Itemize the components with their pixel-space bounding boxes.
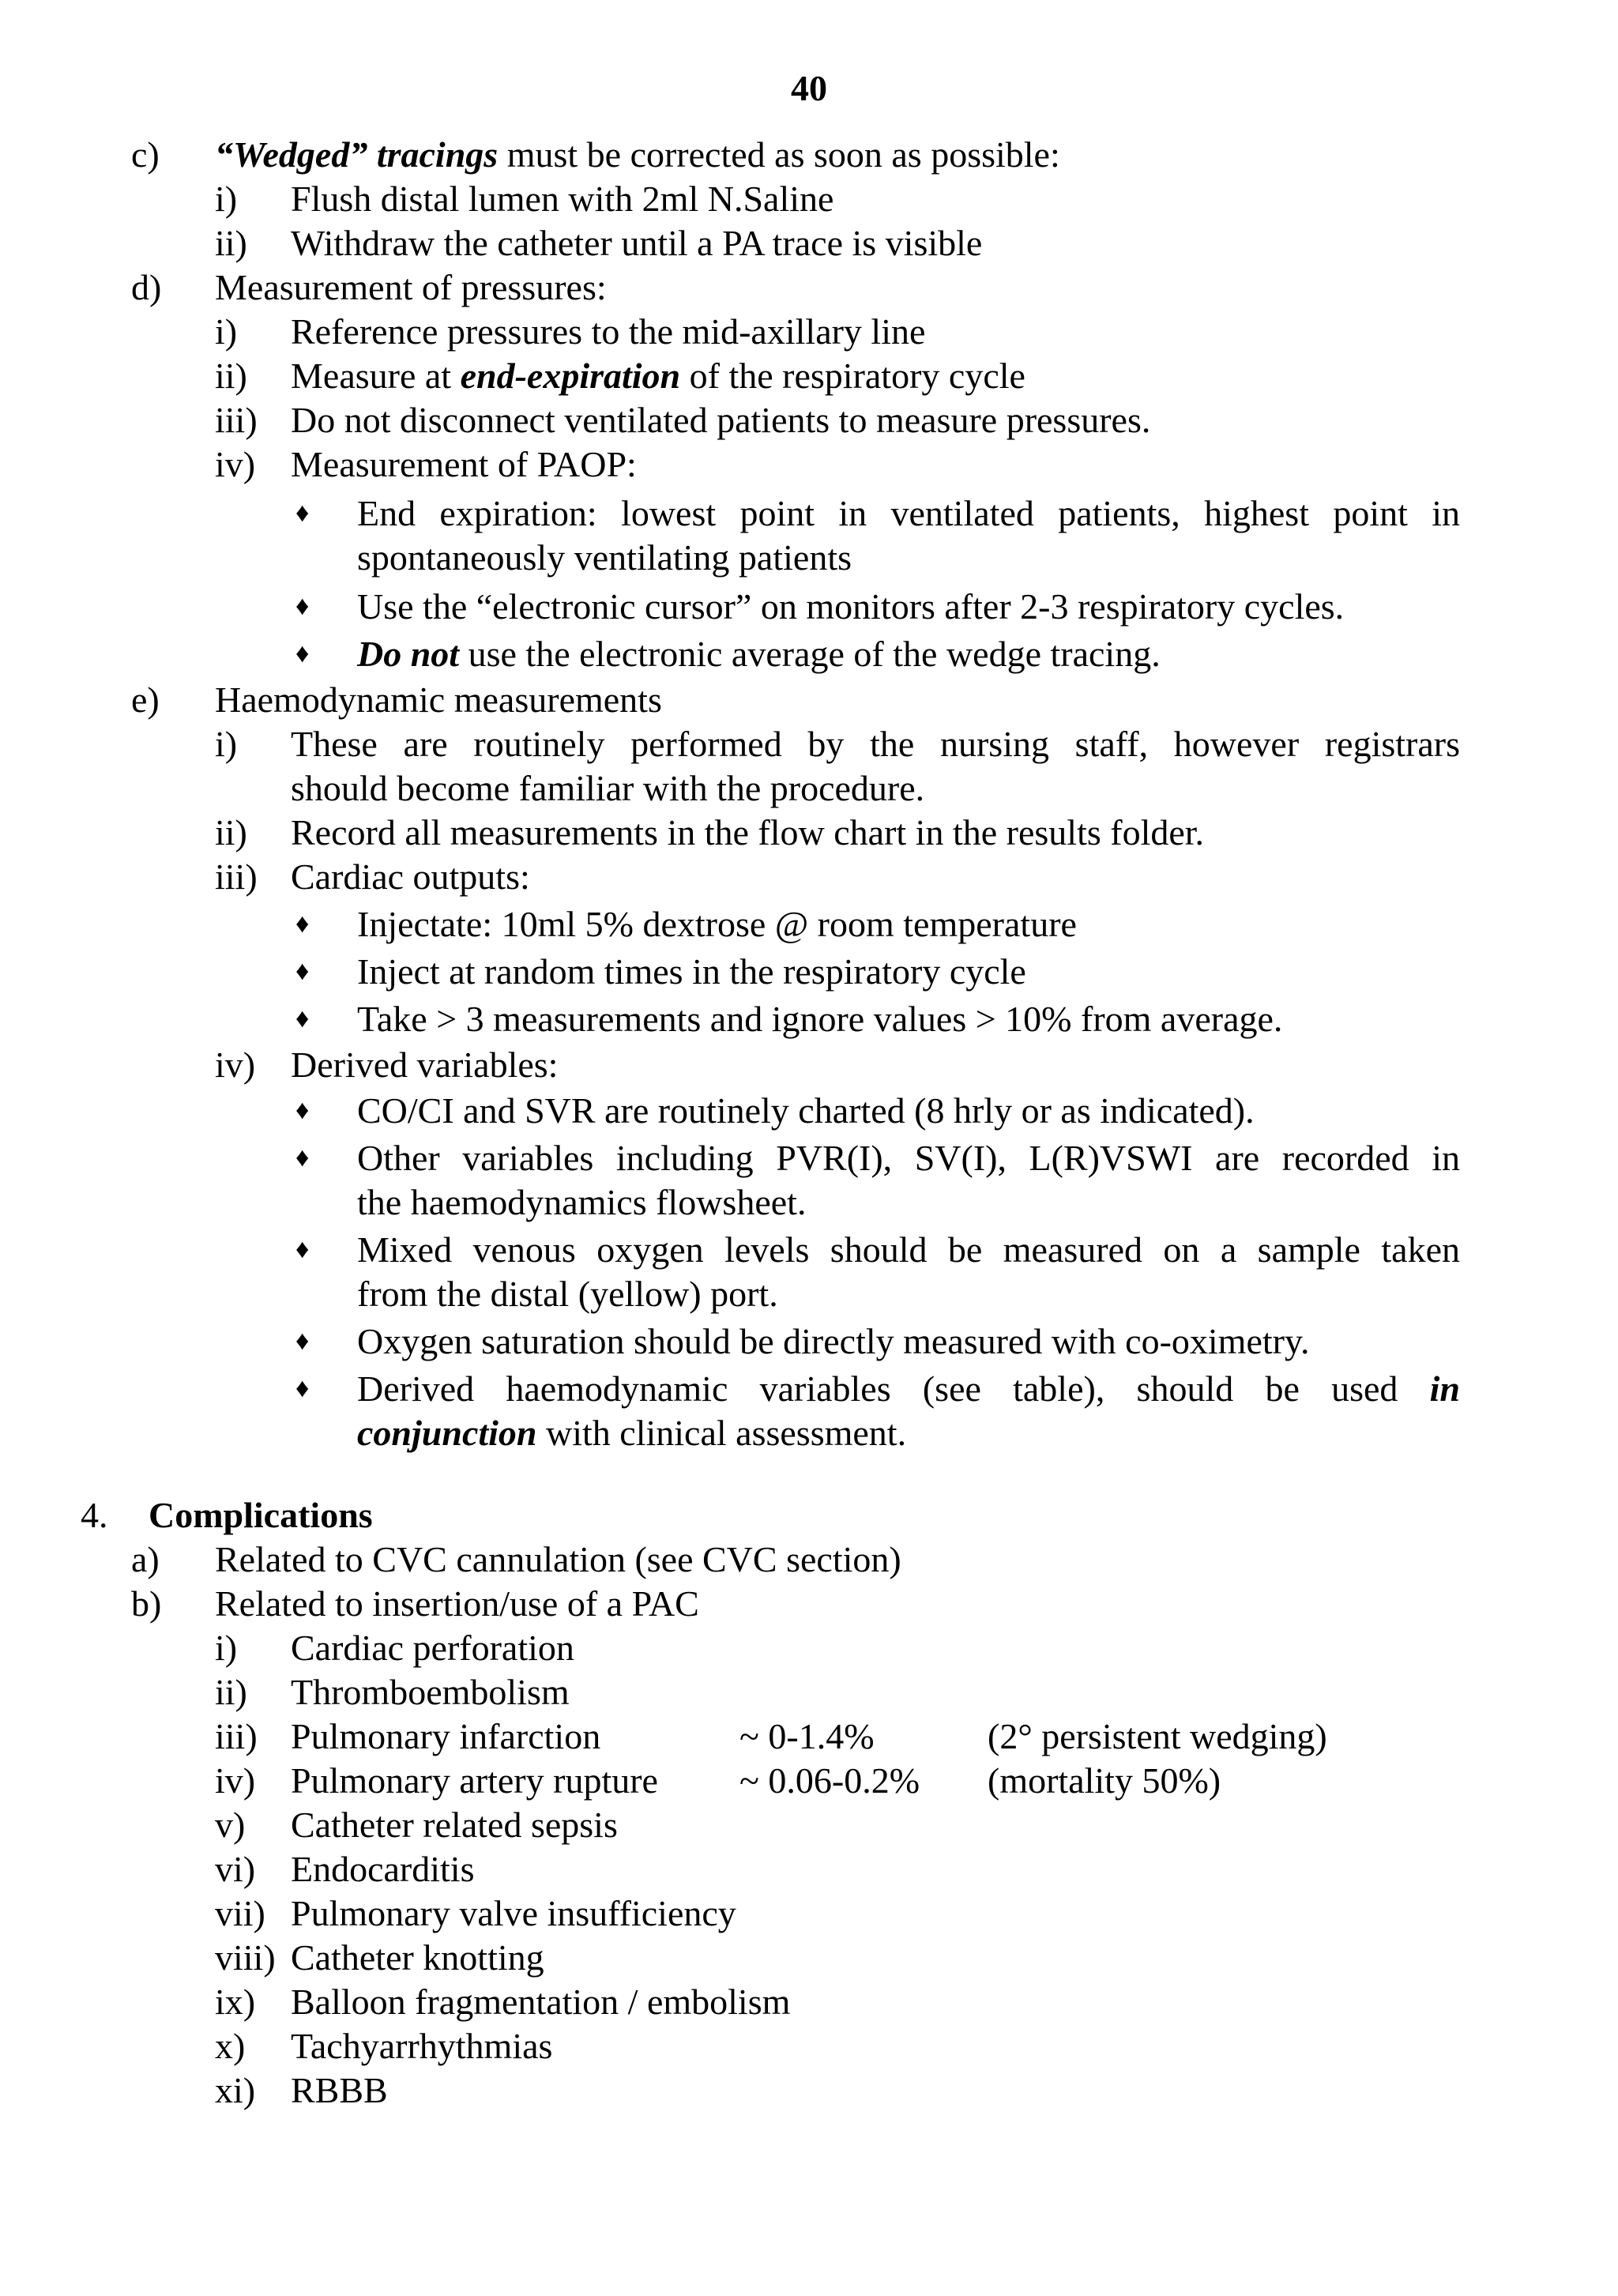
derived-bullet-5-pre: Derived haemodynamic variables (see table), should be used — [357, 1368, 1430, 1409]
in-emphasis: in — [1429, 1368, 1460, 1409]
bullet-diamond-icon: ♦ — [295, 1096, 310, 1125]
complication-item-rate: ~ 0.06-0.2% — [739, 1760, 920, 1801]
complication-item-note: (2° persistent wedging) — [988, 1716, 1327, 1756]
paop-bullet-1-line1: End expiration: lowest point in ventilated patients, highest point in — [357, 493, 1460, 533]
complication-item-label: ix) — [215, 1982, 256, 2022]
bullet-diamond-icon: ♦ — [295, 1327, 310, 1356]
section-4-number: 4. — [81, 1495, 108, 1535]
bullet-diamond-icon: ♦ — [295, 1004, 310, 1033]
item-c-ii-label: ii) — [215, 223, 247, 263]
item-e-iv-text: Derived variables: — [291, 1044, 559, 1085]
complication-item-label: x) — [215, 2026, 246, 2066]
bullet-diamond-icon: ♦ — [295, 499, 310, 528]
bullet-diamond-icon: ♦ — [295, 639, 310, 668]
item-e-iv-label: iv) — [215, 1044, 256, 1085]
item-d-i-text: Reference pressures to the mid-axillary line — [291, 311, 926, 352]
complication-item-text: Endocarditis — [291, 1849, 475, 1889]
item-d-iv-text: Measurement of PAOP: — [291, 444, 637, 484]
item-e-ii-text: Record all measurements in the flow chart in the results folder. — [291, 812, 1205, 853]
item-d-iv-label: iv) — [215, 444, 256, 484]
complication-item-text: Catheter knotting — [291, 1937, 544, 1978]
item-c-i-text: Flush distal lumen with 2ml N.Saline — [291, 179, 834, 219]
complication-item-label: i) — [215, 1628, 238, 1668]
bullet-diamond-icon: ♦ — [295, 909, 310, 939]
derived-bullet-5-line1 — [357, 1367, 1460, 1411]
paop-bullet-1-line2: spontaneously ventilating patients — [357, 537, 852, 578]
complication-item-label: viii) — [215, 1937, 276, 1978]
complication-item-text: Balloon fragmentation / embolism — [291, 1982, 791, 2022]
complication-item-text: Pulmonary artery rupture — [291, 1760, 658, 1801]
complication-item-label: iv) — [215, 1760, 256, 1801]
complication-b-text: Related to insertion/use of a PAC — [215, 1583, 699, 1624]
item-c-ii-text: Withdraw the catheter until a PA trace is visible — [291, 223, 983, 263]
complication-item-label: vii) — [215, 1893, 265, 1933]
complication-item-text: Pulmonary valve insufficiency — [291, 1893, 736, 1933]
item-d-ii-label: ii) — [215, 356, 247, 396]
conjunction-emphasis: conjunction — [357, 1413, 537, 1453]
derived-bullet-5-rest: with clinical assessment. — [536, 1413, 907, 1453]
page-number: 40 — [791, 68, 827, 108]
item-e-label: e) — [131, 679, 160, 720]
derived-bullet-3-line1: Mixed venous oxygen levels should be measured on a sample taken — [357, 1229, 1460, 1270]
item-d-ii-post: of the respiratory cycle — [680, 356, 1025, 396]
bullet-diamond-icon: ♦ — [295, 1374, 310, 1403]
item-e-i-line1: These are routinely performed by the nursing staff, however registrars — [291, 724, 1460, 764]
complication-item-text: Thromboembolism — [291, 1672, 570, 1712]
section-4-title: Complications — [149, 1495, 373, 1535]
item-c-heading-rest: must be corrected as soon as possible: — [498, 134, 1060, 175]
item-e-heading: Haemodynamic measurements — [215, 679, 662, 720]
complication-a-text: Related to CVC cannulation (see CVC section) — [215, 1539, 901, 1579]
derived-bullet-5-line2 — [357, 1411, 906, 1455]
complication-item-label: v) — [215, 1805, 246, 1845]
item-e-ii-label: ii) — [215, 812, 247, 853]
item-c-i-label: i) — [215, 179, 238, 219]
do-not-emphasis: Do not — [357, 634, 460, 674]
item-d-iii-label: iii) — [215, 400, 258, 440]
wedged-tracings-emphasis: “Wedged” tracings — [215, 134, 499, 175]
complication-item-text: RBBB — [291, 2070, 388, 2110]
item-d-label: d) — [131, 267, 162, 307]
complication-item-text: Pulmonary infarction — [291, 1716, 601, 1756]
complication-item-note: (mortality 50%) — [988, 1760, 1221, 1801]
complication-item-text: Catheter related sepsis — [291, 1805, 618, 1845]
cardiac-output-bullet-3: Take > 3 measurements and ignore values > 10% from average. — [357, 999, 1283, 1039]
item-d-ii-pre: Measure at — [291, 356, 461, 396]
derived-bullet-4: Oxygen saturation should be directly measured with co-oximetry. — [357, 1321, 1310, 1361]
complication-item-text: Cardiac perforation — [291, 1628, 574, 1668]
item-c-label: c) — [131, 134, 160, 175]
complication-item-text: Tachyarrhythmias — [291, 2026, 553, 2066]
item-e-i-label: i) — [215, 724, 238, 764]
item-e-iii-text: Cardiac outputs: — [291, 856, 530, 897]
cardiac-output-bullet-1: Injectate: 10ml 5% dextrose @ room temperature — [357, 904, 1077, 944]
derived-bullet-3-line2: from the distal (yellow) port. — [357, 1274, 778, 1314]
derived-bullet-2-line2: the haemodynamics flowsheet. — [357, 1182, 807, 1222]
bullet-diamond-icon: ♦ — [295, 592, 310, 621]
item-c-heading — [215, 133, 1060, 177]
item-d-heading: Measurement of pressures: — [215, 267, 607, 307]
complication-item-label: iii) — [215, 1716, 258, 1756]
complication-item-label: vi) — [215, 1849, 256, 1889]
complication-a-label: a) — [131, 1539, 160, 1579]
paop-bullet-3 — [357, 632, 1161, 676]
item-d-iii-text: Do not disconnect ventilated patients to measure pressures. — [291, 400, 1151, 440]
bullet-diamond-icon: ♦ — [295, 1143, 310, 1172]
end-expiration-emphasis: end-expiration — [460, 356, 681, 396]
complication-b-label: b) — [131, 1583, 162, 1624]
derived-bullet-2-line1: Other variables including PVR(I), SV(I), L(R)VSWI are recorded in — [357, 1138, 1460, 1178]
derived-bullet-1: CO/CI and SVR are routinely charted (8 hrly or as indicated). — [357, 1090, 1255, 1131]
item-e-i-line2: should become familiar with the procedure. — [291, 768, 925, 808]
complication-item-label: xi) — [215, 2070, 256, 2110]
paop-bullet-3-rest: use the electronic average of the wedge tracing. — [459, 634, 1161, 674]
complication-item-label: ii) — [215, 1672, 247, 1712]
bullet-diamond-icon: ♦ — [295, 1235, 310, 1264]
paop-bullet-2: Use the “electronic cursor” on monitors after 2-3 respiratory cycles. — [357, 586, 1345, 627]
complication-item-rate: ~ 0-1.4% — [739, 1716, 875, 1756]
item-d-i-label: i) — [215, 311, 238, 352]
cardiac-output-bullet-2: Inject at random times in the respiratory cycle — [357, 951, 1026, 992]
item-d-ii-text — [291, 354, 1025, 398]
item-e-iii-label: iii) — [215, 856, 258, 897]
bullet-diamond-icon: ♦ — [295, 957, 310, 986]
